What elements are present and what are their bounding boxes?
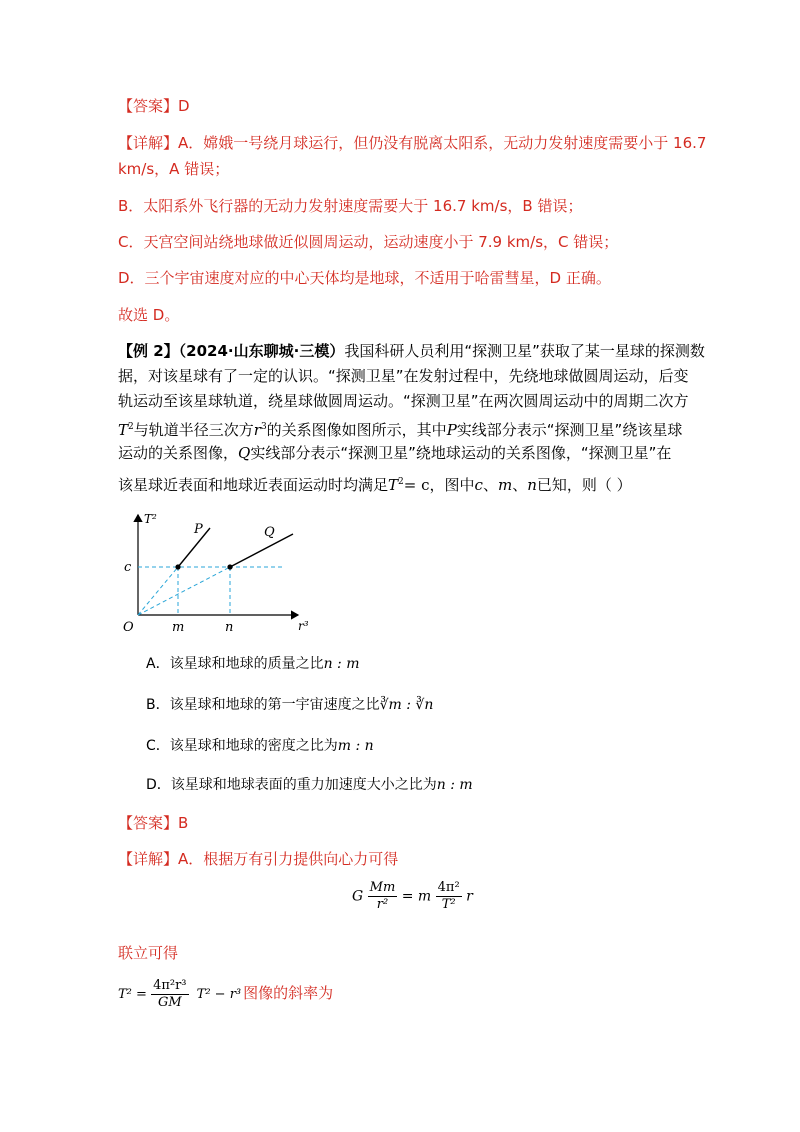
eq2-den: GM bbox=[157, 995, 182, 1010]
answer-value: D bbox=[178, 97, 190, 115]
detail-2-line-3: 图像的斜率为 bbox=[243, 984, 334, 1002]
x-tick-n: n bbox=[225, 620, 234, 635]
eq1-frac-2 bbox=[436, 880, 462, 913]
detail-line-4: C．天宫空间站绕地球做近似圆周运动，运动速度小于 7.9 km/s，C 错误； bbox=[118, 233, 619, 251]
eq2-num: 4π²r³ bbox=[153, 978, 187, 993]
t2-r3-graph bbox=[118, 505, 318, 640]
detail-2-line-1: 【详解】A．根据万有引力提供向心力可得 bbox=[118, 850, 399, 868]
sym-T-2: T bbox=[388, 476, 399, 494]
answer-2-prefix: 【答案】 bbox=[118, 814, 179, 832]
example-tag: 【例 2】 bbox=[118, 342, 179, 360]
eq1-frac-1 bbox=[368, 880, 398, 913]
sym-m: m bbox=[497, 476, 513, 494]
example-text-4c: 实线部分表示“探测卫星”绕该星球 bbox=[456, 421, 683, 439]
eq-text: = c bbox=[403, 476, 430, 494]
example-text-5b: 实线部分表示“探测卫星”绕地球运动的关系图像，“探测卫星”在 bbox=[250, 444, 672, 462]
example-line-5 bbox=[118, 443, 671, 463]
q-point bbox=[227, 564, 232, 569]
sym-T: T bbox=[118, 421, 129, 439]
detail-line-6: 故选 D。 bbox=[118, 306, 180, 324]
eq1-g: G bbox=[352, 888, 364, 905]
option-c-text: C．该星球和地球的密度之比为 bbox=[146, 738, 338, 754]
series-label-p: P bbox=[194, 522, 203, 537]
option-d-text: D．该星球和地球表面的重力加速度大小之比为 bbox=[146, 777, 437, 793]
sym-Q: Q bbox=[238, 444, 251, 462]
option-b-math: ∛m : ∛n bbox=[379, 697, 434, 713]
detail-line-1: 【详解】A．嫦娥一号绕月球运行，但仍没有脱离太阳系，无动力发射速度需要小于 16.7 bbox=[118, 134, 707, 152]
x-tick-m: m bbox=[172, 620, 185, 635]
example-text-1: 我国科研人员利用“探测卫星”获取了某一星球的探测数 bbox=[344, 342, 705, 360]
option-d-math: n : m bbox=[436, 777, 473, 793]
p-point bbox=[175, 564, 180, 569]
q-extension-line bbox=[138, 567, 230, 615]
equation-t2 bbox=[118, 978, 333, 1011]
series-label-q: Q bbox=[264, 525, 275, 540]
eq1-num: Mm bbox=[369, 880, 396, 895]
example-text-6d: 已知，则（ ） bbox=[536, 476, 632, 494]
sep-1: 、 bbox=[482, 476, 498, 494]
eq2-rel: T² − r³ bbox=[196, 987, 242, 1002]
sep-2: 、 bbox=[512, 476, 528, 494]
example-text-5a: 运动的关系图像， bbox=[118, 444, 239, 462]
origin-label: O bbox=[123, 620, 134, 635]
eq1-eq: = m bbox=[401, 888, 432, 905]
option-c bbox=[146, 736, 374, 756]
answer-line bbox=[118, 96, 190, 116]
detail-line-3: B．太阳系外飞行器的无动力发射速度需要大于 16.7 km/s，B 错误； bbox=[118, 197, 583, 215]
answer-line-2 bbox=[118, 813, 188, 833]
eq2-lhs: T² = bbox=[118, 987, 147, 1002]
option-a-text: A．该星球和地球的质量之比 bbox=[146, 656, 324, 672]
answer-prefix: 【答案】 bbox=[118, 97, 179, 115]
option-a bbox=[146, 654, 360, 674]
sym-n: n bbox=[527, 476, 537, 494]
q-line bbox=[230, 534, 293, 567]
detail-2-line-2: 联立可得 bbox=[118, 944, 179, 962]
y-axis-label: T² bbox=[144, 512, 157, 526]
eq1-den: r² bbox=[376, 897, 389, 912]
detail-line-5: D．三个宇宙速度对应的中心天体均是地球，不适用于哈雷彗星，D 正确。 bbox=[118, 269, 611, 287]
example-text-4a: 与轨道半径三次方 bbox=[133, 421, 254, 439]
eq1-r: r bbox=[466, 888, 473, 905]
answer-2-value: B bbox=[178, 814, 189, 832]
example-line-6: 该星球近表面和地球近表面运动时均满足$T^2= c$，图中c、m、n已知，则（ ） bbox=[118, 476, 632, 494]
y-tick-c: c bbox=[124, 560, 132, 575]
eq1-den2: T² bbox=[441, 897, 456, 912]
example-text-6b: ，图中 bbox=[429, 476, 475, 494]
sym-r: r bbox=[253, 421, 261, 439]
eq1-num2: 4π² bbox=[437, 880, 460, 895]
example-text-4b: 的关系图像如图所示，其中 bbox=[266, 421, 447, 439]
example-source: （2024·山东聊城·三模） bbox=[178, 342, 345, 360]
option-b-text: B．该星球和地球的第一宇宙速度之比 bbox=[146, 697, 380, 713]
example-line-1 bbox=[118, 341, 705, 361]
option-c-math: m : n bbox=[337, 738, 374, 754]
p-extension-line bbox=[138, 567, 178, 615]
option-b bbox=[146, 695, 433, 715]
option-a-math: n : m bbox=[323, 656, 360, 672]
sym-P: P bbox=[446, 421, 457, 439]
detail-line-2: km/s，A 错误； bbox=[118, 160, 230, 178]
example-line-2: 据，对该星球有了一定的认识。“探测卫星”在发射过程中，先绕地球做圆周运动，后变 bbox=[118, 367, 689, 385]
example-text-6a: 该星球近表面和地球近表面运动时均满足 bbox=[118, 476, 389, 494]
example-line-3: 轨运动至该星球轨道，绕星球做圆周运动。“探测卫星”在两次圆周运动中的周期二次方 bbox=[118, 392, 689, 410]
eq2-frac bbox=[151, 978, 188, 1011]
x-axis-label: r³ bbox=[298, 619, 309, 633]
option-d bbox=[146, 775, 473, 795]
equation-gravity bbox=[352, 880, 473, 913]
example-line-4: $T^2$与轨道半径三次方$r^3$的关系图像如图所示，其中P实线部分表示“探测卫星”绕该星球 bbox=[118, 421, 683, 439]
sym-c: c bbox=[474, 476, 483, 494]
